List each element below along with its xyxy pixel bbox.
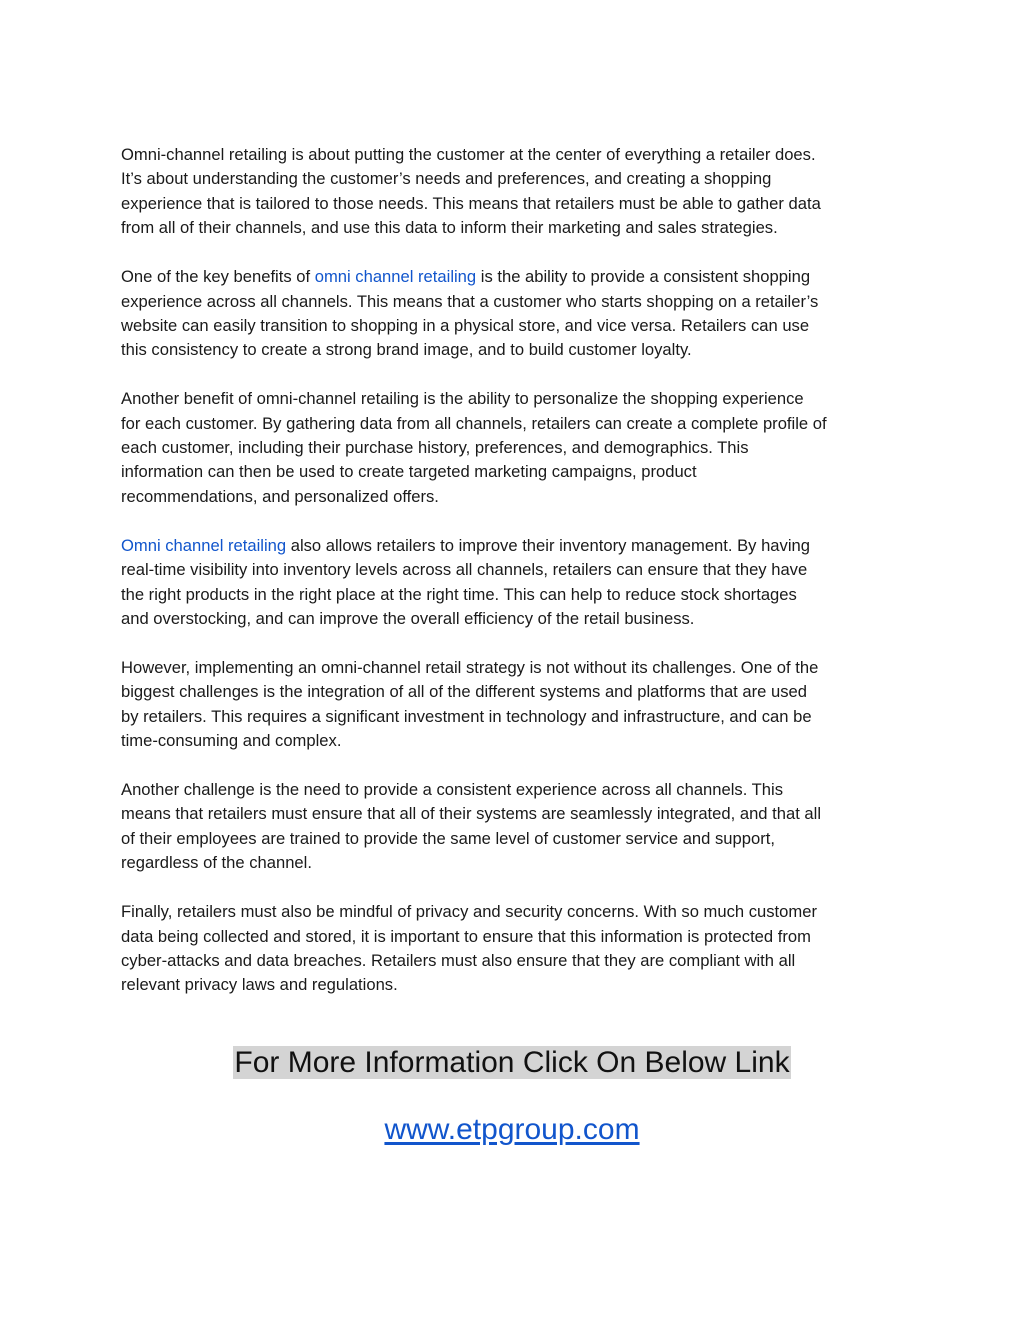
website-link-container [0, 1110, 1024, 1150]
more-info-heading-text: For More Information Click On Below Link [234, 1046, 790, 1079]
paragraph-personalization: Another benefit of omni-channel retailing is the ability to personalize the shopping experience for each customer. By gathering data from all channels, retailers can create a complete profile of each customer, including their purchase history, preferences, and demographics. This information can then be used to create targeted marketing campaigns, product recommendations, and personalized offers. [121, 389, 827, 506]
website-link[interactable]: www.etpgroup.com [384, 1113, 640, 1146]
article-body [121, 143, 911, 1022]
paragraph-text: also allows retailers to improve their inventory management. By having real-time visibility into inventory levels across all channels, retailers can ensure that they have the right products in the right place at the right time. This can help to reduce stock shortages and overstocking, and can improve the overall efficiency of the retail business. [121, 535, 810, 628]
paragraph-inventory [121, 534, 911, 632]
paragraph-text: One of the key benefits of [121, 267, 315, 287]
paragraph-text: is the ability to provide a consistent shopping experience across all channels. This means that a customer who starts shopping on a retailer’s website can easily transition to shopping in a physical store, and vice versa. Retailers can use this consistency to create a strong brand image, and to build customer loyalty. [121, 267, 819, 360]
omni-channel-retailing-link[interactable]: Omni channel retailing [121, 535, 287, 555]
more-info-heading [0, 1043, 1024, 1083]
paragraph-key-benefits [121, 265, 911, 363]
paragraph-intro: Omni-channel retailing is about putting the customer at the center of everything a retailer does. It’s about understanding the customer’s needs and preferences, and creating a shopping experience that is tailored to those needs. This means that retailers must be able to gather data from all of their channels, and use this data to inform their marketing and sales strategies. [121, 145, 821, 238]
paragraph-privacy: Finally, retailers must also be mindful of privacy and security concerns. With so much customer data being collected and stored, it is important to ensure that this information is protected from cyber-attacks and data breaches. Retailers must also ensure that they are compliant with all relevant privacy laws and regulations. [121, 902, 817, 995]
paragraph-consistency-challenge: Another challenge is the need to provide a consistent experience across all channels. This means that retailers must ensure that all of their systems are seamlessly integrated, and that all of their employees are trained to provide the same level of customer service and support, regardless of the channel. [121, 780, 822, 873]
omni-channel-retailing-link[interactable]: omni channel retailing [314, 267, 477, 287]
paragraph-challenges: However, implementing an omni-channel retail strategy is not without its challenges. One of the biggest challenges is the integration of all of the different systems and platforms that are used by retailers. This requires a significant investment in technology and infrastructure, and can be time-consuming and complex. [121, 657, 819, 751]
